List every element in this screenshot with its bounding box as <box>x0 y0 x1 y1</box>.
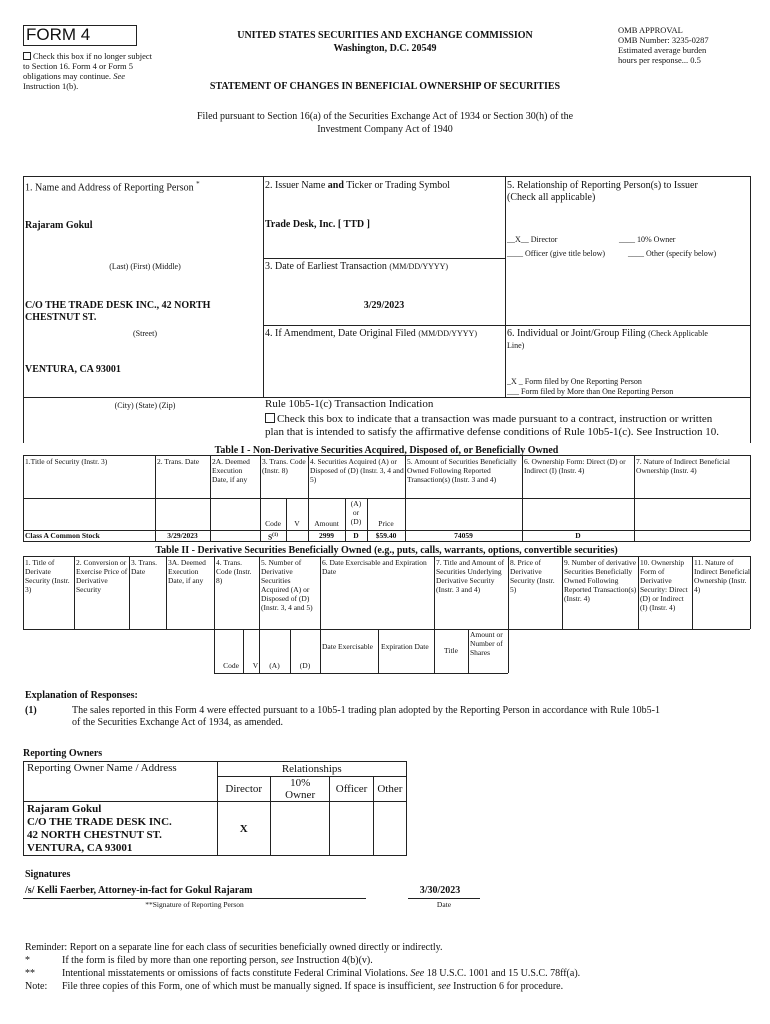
box3-label: 3. Date of Earliest Transaction (MM/DD/YYYY) <box>265 261 449 272</box>
t1-sub-amount: Amount <box>314 519 339 528</box>
t2-col-underlying: 7. Title and Amount of Securities Underlying Derivative Security (Instr. 3 and 4) <box>436 558 505 594</box>
no-longer-subject-checkbox-text: Check this box if no longer subject to Section 16. Form 4 or Form 5 obligations may continue. See Instruction 1(b). <box>23 51 152 91</box>
t2-col-owned: 9. Number of derivative Securities Beneficially Owned Following Reported Transaction(s) (Instr. 4) <box>564 558 637 603</box>
t2-sub-title: Title <box>444 646 458 655</box>
footer-note-text: File three copies of this Form, one of which must be manually signed. If space is insufficient, see Instruction 6 for procedure. <box>62 981 564 992</box>
footer-star1-marker: * <box>25 955 30 966</box>
footer-note-marker: Note: <box>25 981 48 992</box>
t1-sub-price: Price <box>378 519 394 528</box>
ten-percent-owner-checkbox[interactable]: ____ 10% Owner <box>619 235 676 244</box>
signer-name: /s/ Kelli Faerber, Attorney-in-fact for Gokul Rajaram <box>25 885 253 896</box>
owners-row-ten-percent <box>270 802 329 856</box>
owners-col-ten-percent: 10% Owner <box>270 777 329 802</box>
one-person-filing-option[interactable]: _X _ Form filed by One Reporting Person <box>507 377 642 386</box>
t2-col-price: 8. Price of Derivative Security (Instr. 5) <box>510 558 555 594</box>
rule-10b5-checkbox[interactable] <box>265 413 275 423</box>
box5-label: 5. Relationship of Reporting Person(s) to Issuer (Check all applicable) <box>507 180 698 203</box>
agency-line2: Washington, D.C. 20549 <box>333 43 437 54</box>
t2-sub-date-exercisable: Date Exercisable <box>322 642 374 651</box>
t1-col-trans-code: 3. Trans. Code (Instr. 8) <box>262 457 306 475</box>
officer-checkbox[interactable]: ____ Officer (give title below) <box>507 249 606 258</box>
owners-col-director: Director <box>217 777 270 802</box>
t2-col-ownership-form: 10. Ownership Form of Derivative Security: Direct (D) or Indirect (I) (Instr. 4) <box>640 558 688 612</box>
no-longer-subject-checkbox[interactable] <box>23 52 31 60</box>
t1-col-trans-date: 2. Trans. Date <box>157 457 200 466</box>
owners-row-director: X <box>217 802 270 856</box>
owners-col-officer: Officer <box>330 777 373 802</box>
owners-row-other <box>373 802 406 856</box>
multi-person-filing-option[interactable]: ___ Form filed by More than One Reporting Person <box>507 387 674 396</box>
t1-sub-code: Code <box>265 519 281 528</box>
name-legend: (Last) (First) (Middle) <box>109 262 181 271</box>
box2-label: 2. Issuer Name and Ticker or Trading Symbol <box>265 180 451 191</box>
other-checkbox[interactable]: ____ Other (specify below) <box>628 249 717 258</box>
explanation-footnote-text: The sales reported in this Form 4 were effected pursuant to a 10b5-1 trading plan adopted by the Reporting Person in accordance with Rule 10b5-1 of the Securities Exchange Act of 1934, as amended. <box>72 705 660 728</box>
signature-caption: **Signature of Reporting Person <box>145 900 244 909</box>
t1-row-price: $59.40 <box>375 531 397 540</box>
table1-title: Table I - Non-Derivative Securities Acquired, Disposed of, or Beneficially Owned <box>214 445 559 456</box>
owners-row-officer <box>330 802 373 856</box>
explanation-heading: Explanation of Responses: <box>25 690 138 701</box>
street-legend: (Street) <box>133 329 157 338</box>
t1-sub-aord: (A) or (D) <box>350 499 362 526</box>
t2-col-title: 1. Title of Derivate Security (Instr. 3) <box>25 558 70 594</box>
t2-col-nature: 11. Nature of Indirect Beneficial Ownership (Instr. 4) <box>694 558 751 594</box>
table2-title: Table II - Derivative Securities Beneficially Owned (e.g., puts, calls, warrants, options, convertible securities) <box>155 545 618 556</box>
agency-line1: UNITED STATES SECURITIES AND EXCHANGE COMMISSION <box>237 30 533 41</box>
owners-row-name: Rajaram Gokul C/O THE TRADE DESK INC. 42 NORTH CHESTNUT ST. VENTURA, CA 93001 <box>24 802 218 856</box>
t1-sub-v: V <box>294 519 300 528</box>
t1-row-amount: 2999 <box>319 531 334 540</box>
t2-sub-a: (A) <box>269 661 280 670</box>
t2-col-deemed-date: 3A. Deemed Execution Date, if any <box>168 558 206 585</box>
statement-title: STATEMENT OF CHANGES IN BENEFICIAL OWNERSHIP OF SECURITIES <box>209 81 561 92</box>
t1-col-title: 1.Title of Security (Instr. 3) <box>25 457 108 466</box>
t2-col-trans-date: 3. Trans. Date <box>131 558 158 576</box>
t2-col-conversion: 2. Conversion or Exercise Price of Derivative Security <box>76 558 128 594</box>
owners-col-relationships: Relationships <box>217 762 406 777</box>
t1-col-deemed-date: 2A. Deemed Execution Date, if any <box>212 457 250 484</box>
t2-sub-d: (D) <box>299 661 311 670</box>
footer-reminder: Reminder: Report on a separate line for each class of securities beneficially owned directly or indirectly. <box>25 942 443 953</box>
t2-sub-amount: Amount or Number of Shares <box>470 630 503 657</box>
t2-sub-expiration: Expiration Date <box>381 642 429 651</box>
reporting-street: C/O THE TRADE DESK INC., 42 NORTH CHESTNUT ST. <box>25 300 211 323</box>
issuer-name: Trade Desk, Inc. [ TTD ] <box>265 219 370 230</box>
city-legend: (City) (State) (Zip) <box>114 401 176 410</box>
owners-col-other: Other <box>373 777 406 802</box>
footer-star2-text: Intentional misstatements or omissions of facts constitute Federal Criminal Violations. See 18 U.S.C. 1001 and 15 U.S.C. 78ff(a). <box>62 968 581 979</box>
earliest-transaction-date: 3/29/2023 <box>363 300 405 311</box>
owners-col-name: Reporting Owner Name / Address <box>24 762 218 802</box>
signatures-heading: Signatures <box>25 869 71 880</box>
t2-sub-v: V <box>252 661 259 670</box>
reporting-city: VENTURA, CA 93001 <box>25 364 121 375</box>
t1-col-nature: 7. Nature of Indirect Beneficial Ownership (Instr. 4) <box>636 457 730 475</box>
footer-star1-text: If the form is filed by more than one reporting person, see Instruction 4(b)(v). <box>62 955 373 966</box>
form-title: FORM 4 <box>26 25 91 44</box>
omb-approval: OMB APPROVAL OMB Number: 3235-0287 Estimated average burden hours per response... 0.5 <box>618 25 709 65</box>
t1-col-amount-owned: 5. Amount of Securities Beneficially Owned Following Reported Transaction(s) (Instr. 3 and 4) <box>407 457 517 484</box>
date-caption: Date <box>436 900 452 909</box>
footer-star2-marker: ** <box>25 968 35 979</box>
t1-row-date: 3/29/2023 <box>167 531 198 540</box>
reporting-owners-heading: Reporting Owners <box>23 748 103 759</box>
t2-col-exercisable: 6. Date Exercisable and Expiration Date <box>322 558 427 576</box>
director-checkbox[interactable]: __X__ Director <box>507 235 558 244</box>
t1-row-code: $S^{(1)}$ <box>267 532 278 542</box>
t2-sub-code: Code <box>223 661 239 670</box>
t1-row-aord: D <box>353 531 359 540</box>
signature-date: 3/30/2023 <box>419 885 461 896</box>
filed-pursuant-line2: Investment Company Act of 1940 <box>317 124 453 135</box>
reporting-person-name: Rajaram Gokul <box>25 220 93 231</box>
box1-label: 1. Name and Address of Reporting Person * <box>25 180 200 194</box>
t2-col-number: 5. Number of Derivative Securities Acquired (A) or Disposed of (D) (Instr. 3, 4 and 5) <box>261 558 313 612</box>
t1-row-title: Class A Common Stock <box>25 531 100 540</box>
t1-col-ownership-form: 6. Ownership Form: Direct (D) or Indirect (I) (Instr. 4) <box>524 457 626 475</box>
t2-col-trans-code: 4. Trans. Code (Instr. 8) <box>216 558 252 585</box>
box6-label: 6. Individual or Joint/Group Filing (Check Applicable Line) <box>507 328 708 350</box>
t1-row-form: D <box>575 531 581 540</box>
t1-row-owned: 74059 <box>454 531 473 540</box>
filed-pursuant-line1: Filed pursuant to Section 16(a) of the Securities Exchange Act of 1934 or Section 30(h) of the <box>196 111 574 122</box>
explanation-footnote-number: (1) <box>25 705 37 716</box>
rule-10b5-text: Check this box to indicate that a transaction was made pursuant to a contract, instruction or written plan that is intended to satisfy the affirmative defense conditions of Rule 10b5-1(c). See Instruction 10. <box>265 413 720 438</box>
rule-10b5-label: Rule 10b5-1(c) Transaction Indication <box>265 398 434 410</box>
box4-label: 4. If Amendment, Date Original Filed (MM/DD/YYYY) <box>265 328 477 339</box>
reporting-owners-table <box>23 761 407 856</box>
t1-col-acquired-disposed: 4. Securities Acquired (A) or Disposed of (D) (Instr. 3, 4 and 5) <box>310 457 404 484</box>
